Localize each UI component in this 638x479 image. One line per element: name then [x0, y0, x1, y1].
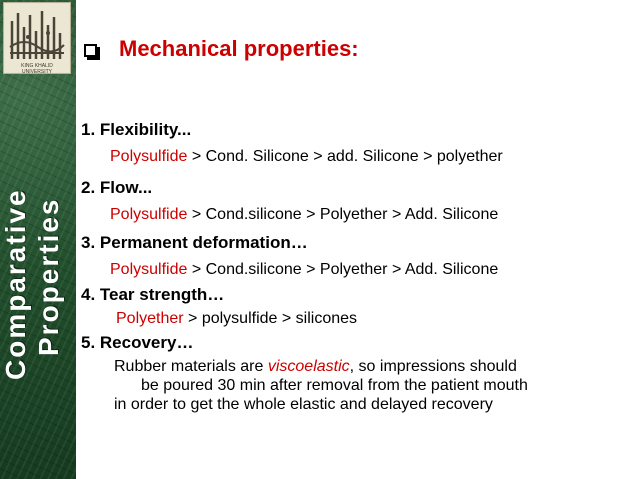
recovery-line-1 — [114, 358, 517, 376]
recovery-post: , so impressions should — [349, 358, 517, 375]
recovery-pre: Rubber materials are — [114, 358, 268, 375]
ranking-rest: > Cond. Silicone > add. Silicone > polyether — [187, 148, 503, 165]
deformation-ranking — [110, 261, 498, 279]
flexibility-ranking — [110, 148, 503, 166]
ranking-rest: > polysulfide > silicones — [183, 310, 358, 327]
item-flow: 2. Flow... — [81, 178, 153, 197]
checkbox-bullet-icon — [84, 44, 97, 57]
university-logo — [3, 2, 71, 74]
ranking-first: Polysulfide — [110, 148, 188, 165]
sidebar-title-comparative: Comparative — [0, 188, 31, 380]
ranking-rest: > Cond.silicone > Polyether > Add. Silicone — [187, 261, 499, 278]
ranking-rest: > Cond.silicone > Polyether > Add. Silicone — [187, 206, 499, 223]
slide-heading: Mechanical properties: — [119, 36, 359, 61]
ranking-first: Polysulfide — [110, 261, 188, 278]
recovery-keyword: viscoelastic — [267, 358, 350, 375]
sidebar-title-properties: Properties — [33, 197, 64, 356]
logo-caption: KING KHALID UNIVERSITY — [21, 63, 53, 75]
heading-row — [84, 36, 359, 62]
flow-ranking — [110, 206, 498, 224]
recovery-line-2: be poured 30 min after removal from the patient mouth — [141, 377, 528, 394]
item-tear-strength: 4. Tear strength… — [81, 285, 225, 304]
ranking-first: Polysulfide — [110, 206, 188, 223]
item-flexibility: 1. Flexibility... — [81, 120, 192, 139]
item-recovery: 5. Recovery… — [81, 333, 194, 352]
ranking-first: Polyether — [116, 310, 184, 327]
tear-strength-ranking — [116, 310, 357, 328]
recovery-line-3: in order to get the whole elastic and delayed recovery — [114, 396, 493, 413]
item-permanent-deformation: 3. Permanent deformation… — [81, 233, 308, 252]
sidebar — [0, 0, 76, 479]
